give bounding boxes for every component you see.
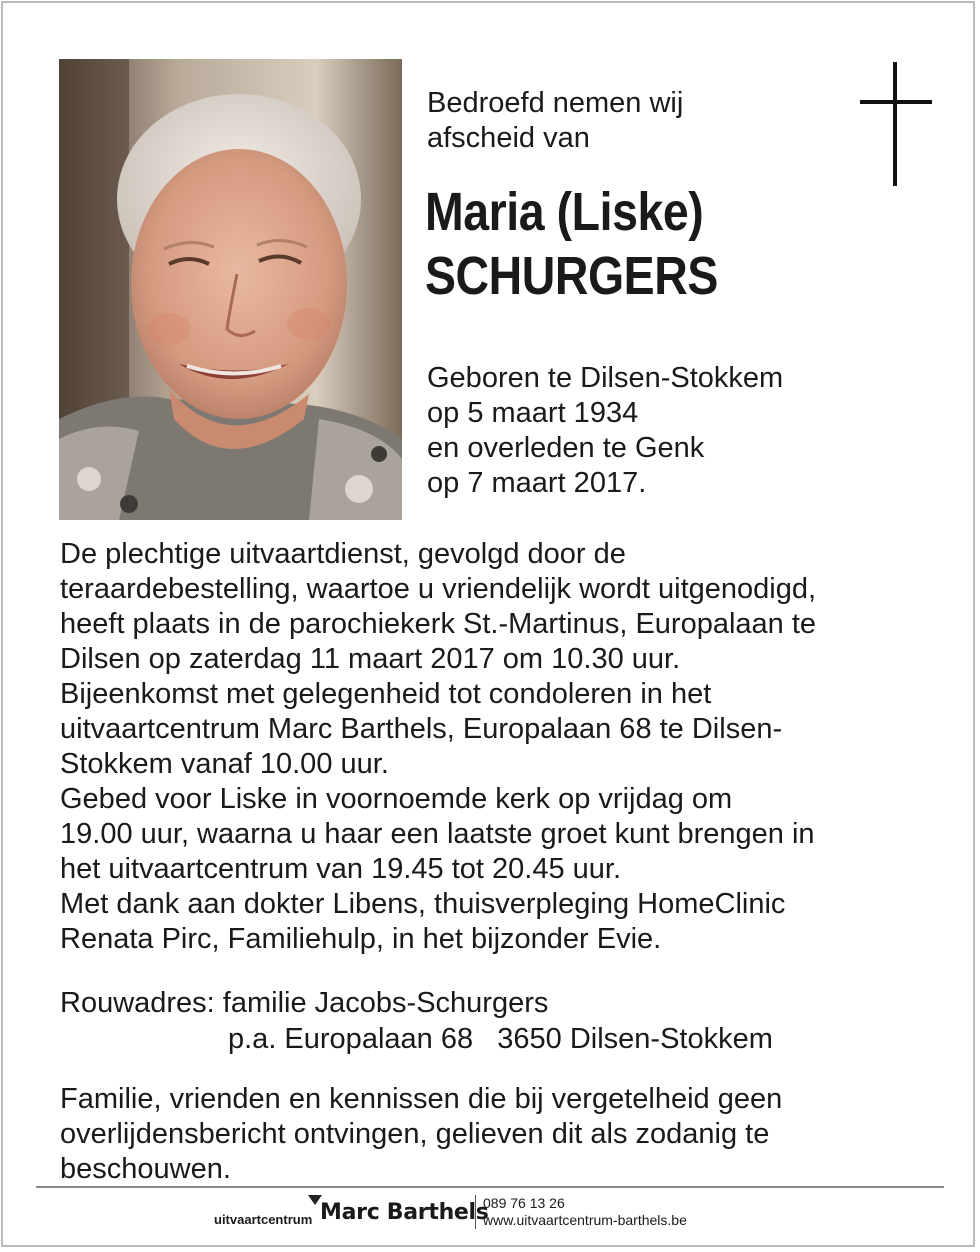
body-line: Met dank aan dokter Libens, thuisverpleging HomeClinic [60, 888, 786, 920]
body-line: het uitvaartcentrum van 19.45 tot 20.45 uur. [60, 853, 622, 885]
contact-website[interactable]: www.uitvaartcentrum-barthels.be [483, 1212, 687, 1228]
life-line: op 5 maart 1934 [427, 397, 639, 429]
funeral-home-contact [475, 1195, 687, 1229]
intro-line: Bedroefd nemen wij [427, 87, 684, 119]
logo-big-text: Marc Barthels [320, 1200, 489, 1225]
intro-text [427, 86, 683, 156]
address-line-2: p.a. Europalaan 68 3650 Dilsen-Stokkem [228, 1023, 773, 1055]
body-line: Stokkem vanaf 10.00 uur. [60, 748, 389, 780]
body-line: teraardebestelling, waartoe u vriendelijk wordt uitgenodigd, [60, 573, 817, 605]
deceased-last-name: SCHURGERS [425, 246, 718, 306]
ceremony-details [60, 537, 940, 957]
closing-line: Familie, vrienden en kennissen die bij vergetelheid geen [60, 1083, 783, 1115]
body-line: Dilsen op zaterdag 11 maart 2017 om 10.30 uur. [60, 643, 681, 675]
address-line-1: Rouwadres: familie Jacobs-Schurgers [60, 987, 549, 1019]
body-line: Renata Pirc, Familiehulp, in het bijzonder Evie. [60, 923, 662, 955]
cross-icon [858, 62, 934, 186]
body-line: uitvaartcentrum Marc Barthels, Europalaan 68 te Dilsen- [60, 713, 783, 745]
body-line: Gebed voor Liske in voornoemde kerk op vrijdag om [60, 783, 733, 815]
intro-line: afscheid van [427, 122, 590, 154]
closing-line: overlijdensbericht ontvingen, gelieven dit als zodanig te [60, 1118, 770, 1150]
closing-note [60, 1082, 782, 1187]
life-line: Geboren te Dilsen-Stokkem [427, 362, 784, 394]
life-line: op 7 maart 2017. [427, 467, 647, 499]
body-line: Bijeenkomst met gelegenheid tot condoleren in het [60, 678, 712, 710]
logo-small-text: uitvaartcentrum [214, 1212, 313, 1227]
portrait-photo [59, 59, 402, 520]
body-line: De plechtige uitvaartdienst, gevolgd door de [60, 538, 626, 570]
contact-phone: 089 76 13 26 [483, 1195, 565, 1211]
mourning-address [60, 985, 773, 1057]
body-line: heeft plaats in de parochiekerk St.-Martinus, Europalaan te [60, 608, 817, 640]
closing-line: beschouwen. [60, 1153, 231, 1185]
deceased-first-name: Maria (Liske) [425, 182, 704, 242]
footer-divider [36, 1186, 944, 1188]
life-dates [427, 361, 783, 501]
body-line: 19.00 uur, waarna u haar een laatste groet kunt brengen in [60, 818, 815, 850]
life-line: en overleden te Genk [427, 432, 705, 464]
deceased-name [425, 180, 718, 308]
